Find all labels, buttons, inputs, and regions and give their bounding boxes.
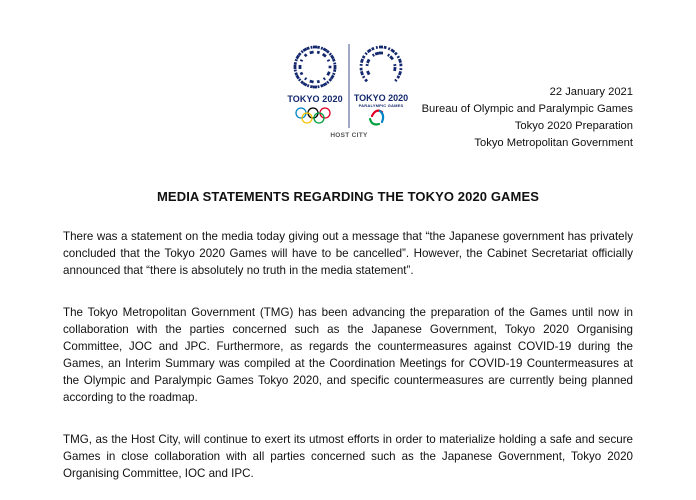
issuer-line-2: Tokyo 2020 Preparation bbox=[514, 120, 633, 132]
document-date: 22 January 2021 bbox=[549, 86, 633, 98]
agitos-icon bbox=[370, 111, 383, 125]
paragraph-1: There was a statement on the media today giving out a message that “the Japanese government has privately concluded that the Tokyo 2020 Games will have to be cancelled”. However, the Cabinet Secretariat officially announced that “there is absolutely no truth in the media statement”. bbox=[63, 230, 633, 277]
olympic-rings-icon bbox=[296, 108, 330, 123]
issuer-line-3: Tokyo Metropolitan Government bbox=[474, 137, 633, 149]
issuer-line-1: Bureau of Olympic and Paralympic Games bbox=[421, 103, 633, 115]
paragraph-2: The Tokyo Metropolitan Government (TMG) has been advancing the preparation of the Games until now in collaboration with the parties concerned such as the Japanese Government, Tokyo 2020 Organising Committee, JOC and JPC. Furthermore, as regards the countermeasures against COVID-19 during the Games, an Interim Summary was compiled at the Coordination Meetings for COVID-19 Countermeasures at the Olympic and Paralympic Games Tokyo 2020, and specific countermeasures are currently being planned according to the roadmap. bbox=[63, 306, 633, 404]
paralympic-emblem-sublabel: PARALYMPIC GAMES bbox=[358, 103, 404, 108]
document-title: MEDIA STATEMENTS REGARDING THE TOKYO 2020 GAMES bbox=[157, 189, 539, 204]
olympic-emblem-icon bbox=[294, 46, 337, 89]
document-header bbox=[422, 84, 633, 152]
paragraph-3: TMG, as the Host City, will continue to exert its utmost efforts in order to materialize holding a safe and secure Games in close collaboration with all parties concerned such as the Japanese Government, Tokyo 2020 Organising Committee, IOC and IPC. bbox=[63, 433, 633, 480]
paralympic-emblem-icon bbox=[360, 46, 403, 83]
host-city-label: HOST CITY bbox=[330, 132, 368, 139]
paralympic-emblem-label: TOKYO 2020 bbox=[353, 93, 409, 103]
olympic-emblem-label: TOKYO 2020 bbox=[287, 94, 343, 104]
tokyo-2020-logo bbox=[284, 40, 414, 145]
